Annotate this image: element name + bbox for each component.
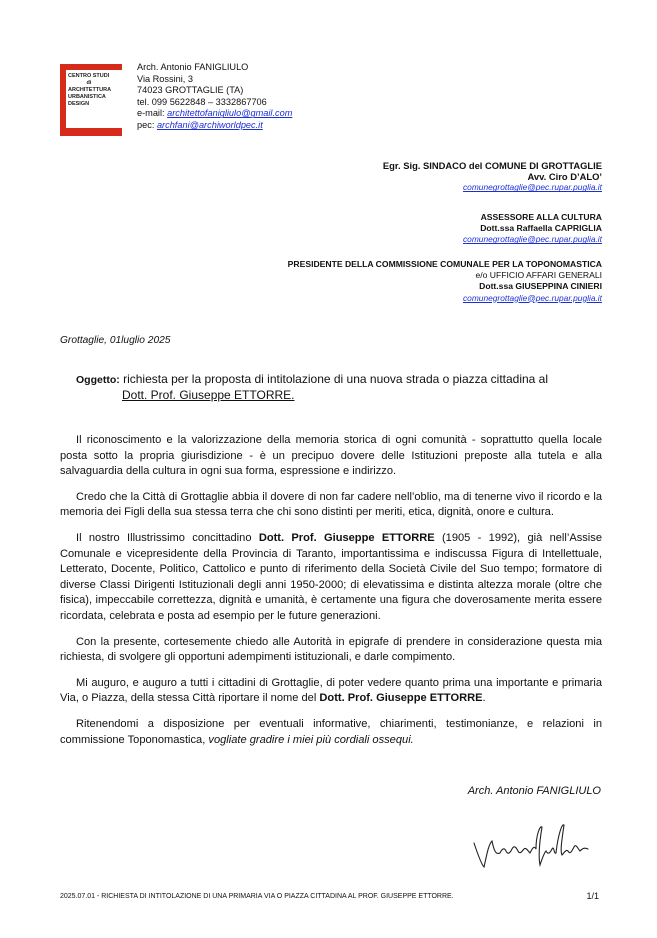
paragraph: Con la presente, cortesemente chiedo alle Autorità in epigrafe di prendere in considerazione questa mia richiesta, di svolgere gli opportuni adempimenti istituzionali, e darle compimento. bbox=[60, 635, 602, 664]
paragraph bbox=[60, 531, 602, 625]
recipient-name: Avv. Ciro D’ALO’ bbox=[527, 171, 602, 183]
logo-underline bbox=[60, 130, 122, 136]
paragraph: Il riconoscimento e la valorizzazione della memoria storica di ogni comunità - soprattutto quella locale posta sotto la propria giurisdizione - è un precipuo dovere delle Istituzioni preposte alla tutela e alla salvaguardia della cultura in ogni sua forma, espressione e indirizzo. bbox=[60, 434, 602, 478]
text-run: Mi auguro, e auguro a tutti i cittadini di Grottaglie, di poter vedere quanto prima una importante e primaria Via, o Piazza, della stessa Città riportare il nome del bbox=[60, 676, 602, 705]
paragraph: Credo che la Città di Grottaglie abbia il dovere di non far cadere nell’oblio, ma di tenerne vivo il ricordo e la memoria dei Figli della sua stessa terra che chi sono distinti per meriti, etica, dignità, onore e cultura. bbox=[60, 490, 602, 519]
recipient-email[interactable]: comunegrottaglie@pec.rupar.puglia.it bbox=[462, 234, 602, 245]
recipient-assessore bbox=[463, 212, 602, 246]
logo-line: ARCHITETTURA bbox=[68, 87, 112, 93]
recipient-office: e/o UFFICIO AFFARI GENERALI bbox=[475, 270, 602, 281]
text-run: Il nostro Illustrissimo concittadino bbox=[76, 531, 259, 544]
recipient-email[interactable]: comunegrottaglie@pec.rupar.puglia.it bbox=[462, 182, 602, 193]
page-number: 1/1 bbox=[586, 891, 599, 901]
letter-date: Grottaglie, 01luglio 2025 bbox=[60, 335, 171, 346]
logo-line: URBANISTICA bbox=[68, 94, 106, 100]
sender-tel: tel. 099 5622848 – 3332867706 bbox=[137, 96, 267, 107]
recipient-title: Egr. Sig. SINDACO del COMUNE DI GROTTAGLIE bbox=[382, 160, 602, 171]
sender-block bbox=[137, 62, 292, 132]
recipient-sindaco bbox=[383, 160, 602, 194]
recipient-name: Dott.ssa GIUSEPPINA CINIERI bbox=[479, 281, 602, 292]
logo-line: di bbox=[86, 80, 92, 86]
email-label: e-mail: bbox=[137, 108, 165, 119]
handwritten-signature bbox=[470, 815, 600, 875]
footer-text: 2025.07.01 - RICHIESTA DI INTITOLAZIONE DI UNA PRIMARIA VIA O PIAZZA CITTADINA AL PROF. GIUSEPPE ETTORRE. bbox=[60, 893, 454, 900]
closing-phrase: vogliate gradire i miei più cordiali ossequi. bbox=[208, 733, 414, 746]
recipient-name: Dott.ssa Raffaella CAPRIGLIA bbox=[480, 223, 602, 234]
pec-label: pec: bbox=[137, 119, 155, 130]
person-name: Dott. Prof. Giuseppe ETTORRE bbox=[258, 531, 435, 544]
signoff-name: Arch. Antonio FANIGLIULO bbox=[467, 785, 601, 797]
logo-text bbox=[68, 73, 118, 108]
recipient-presidente bbox=[288, 259, 602, 304]
pec-link[interactable]: archfani@archiworldpec.it bbox=[156, 119, 263, 130]
subject bbox=[76, 372, 596, 403]
subject-label: Oggetto: bbox=[76, 374, 120, 386]
recipient-title: PRESIDENTE DELLA COMMISSIONE COMUNALE PER LA TOPONOMASTICA bbox=[287, 259, 602, 269]
letter-body bbox=[60, 433, 602, 758]
paragraph bbox=[60, 717, 602, 748]
recipient-title: ASSESSORE ALLA CULTURA bbox=[480, 212, 602, 222]
person-name: Dott. Prof. Giuseppe ETTORRE bbox=[319, 692, 483, 705]
text-run: (1905 - 1992), già nell’Assise Comunale e vicepresidente della Provincia di Taranto, importantissima e indiscussa Figura di Intellettuale, Letterato, Docente, Politico, Cattolico e punto di riferimento della Società Civile del Suo tempo; formatore di diverse Classi Dirigenti Istituzionali degli anni 1950-2000; di elevatissima e distinta altezza morale (oltre che fisica), impeccabile correttezza, dignità e umanità, è certamente una figura che doverosamente merita essere ricordata, celebrata e posta ad esempio per le future generazioni. bbox=[60, 531, 602, 622]
sender-name: Arch. Antonio FANIGLIULO bbox=[137, 62, 249, 72]
sender-street: Via Rossini, 3 bbox=[137, 73, 194, 84]
logo-line: DESIGN bbox=[68, 101, 90, 107]
email-link[interactable]: architettofanigliulo@gmail.com bbox=[167, 108, 293, 119]
subject-person: Dott. Prof. Giuseppe ETTORRE. bbox=[122, 388, 295, 402]
paragraph bbox=[60, 676, 602, 707]
text-run: Ritenendomi a disposizione per eventuali informative, chiarimenti, testimonianze, e relazioni in commissione Toponomastica, bbox=[60, 717, 602, 746]
subject-text: richiesta per la proposta di intitolazione di una nuova strada o piazza cittadina al bbox=[123, 372, 549, 386]
sender-city: 74023 GROTTAGLIE (TA) bbox=[137, 85, 244, 96]
logo-line: CENTRO STUDI bbox=[68, 73, 110, 79]
text-run: . bbox=[482, 692, 486, 705]
recipient-email[interactable]: comunegrottaglie@pec.rupar.puglia.it bbox=[462, 292, 602, 303]
